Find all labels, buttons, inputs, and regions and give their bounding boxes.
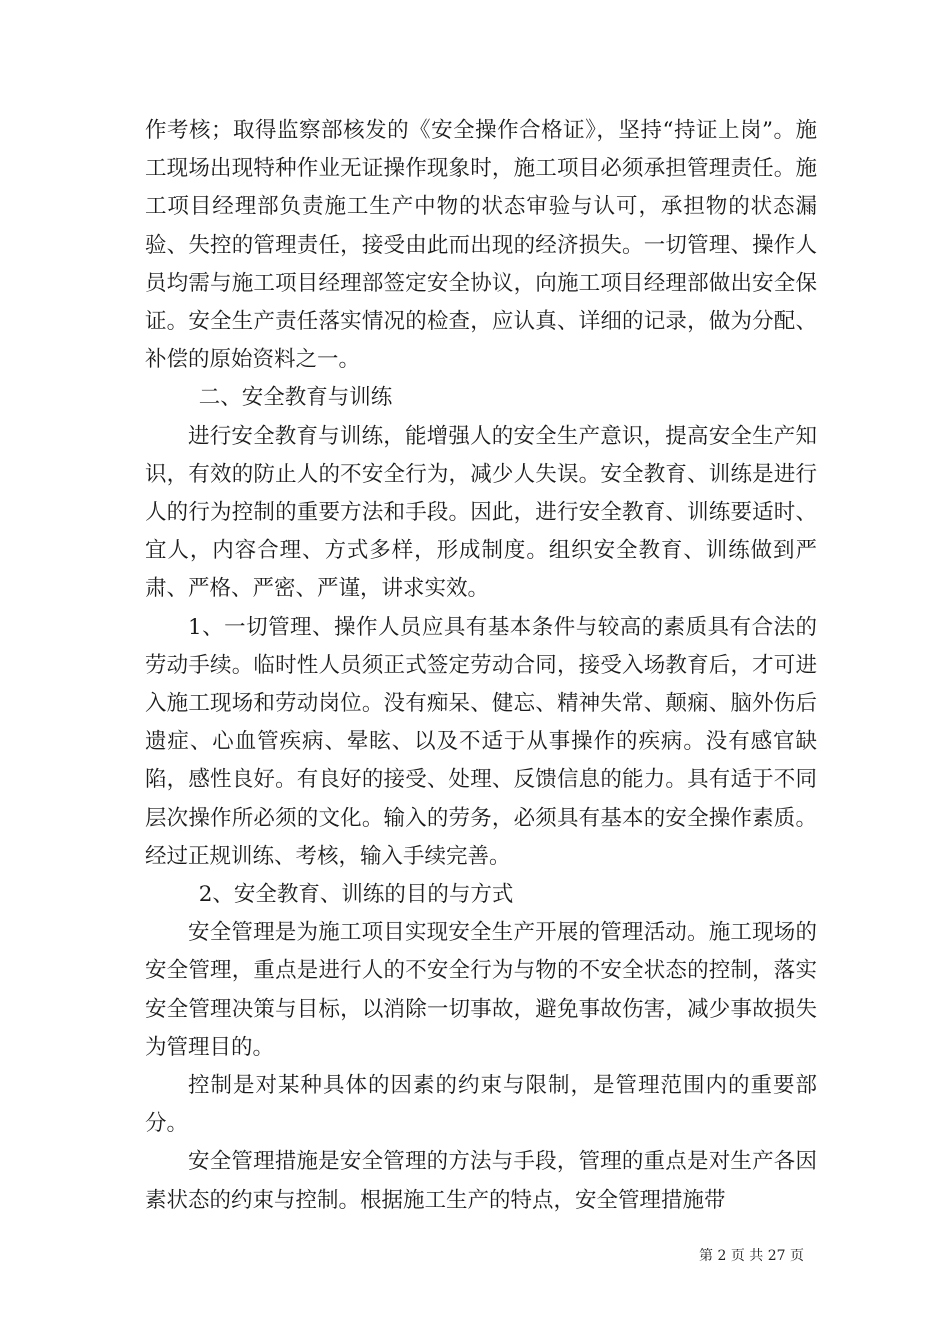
page-number-footer: 第 2 页 共 27 页 bbox=[699, 1248, 804, 1264]
section-heading-purpose-and-methods: 2、安全教育、训练的目的与方式 bbox=[198, 882, 514, 908]
paragraph-2: 进行安全教育与训练，能增强人的安全生产意识，提高安全生产知识，有效的防止人的不安全行为，减少人失误。安全教育、训练是进行人的行为控制的重要方法和手段。因此，进行安全教育、训练要适时、宜人，内容合理、方式多样，形成制度。组织安全教育、训练做到严肃、严格、严密、严谨，讲求实效。 bbox=[145, 423, 817, 602]
paragraph-4: 安全管理是为施工项目实现安全生产开展的管理活动。施工现场的安全管理，重点是进行人的不安全行为与物的不安全状态的控制，落实安全管理决策与目标，以消除一切事故，避免事故伤害，减少事故损失为管理目的。 bbox=[145, 920, 817, 1060]
document-body bbox=[145, 112, 817, 1220]
paragraph-1: 作考核；取得监察部核发的《安全操作合格证》，坚持“持证上岗”。施工现场出现特种作业无证操作现象时，施工项目必须承担管理责任。施工项目经理部负责施工生产中物的状态审验与认可，承担物的状态漏验、失控的管理责任，接受由此而出现的经济损失。一切管理、操作人员均需与施工项目经理部签定安全协议，向施工项目经理部做出安全保证。安全生产责任落实情况的检查，应认真、详细的记录，做为分配、补偿的原始资料之一。 bbox=[145, 118, 817, 373]
section-heading-safety-education: 二、安全教育与训练 bbox=[198, 385, 393, 411]
paragraph-6: 安全管理措施是安全管理的方法与手段，管理的重点是对生产各因素状态的约束与控制。根据施工生产的特点，安全管理措施带 bbox=[145, 1149, 817, 1213]
paragraph-5: 控制是对某种具体的因素的约束与限制，是管理范围内的重要部分。 bbox=[145, 1073, 817, 1137]
paragraph-3: 1、一切管理、操作人员应具有基本条件与较高的素质具有合法的劳动手续。临时性人员须正式签定劳动合同，接受入场教育后，才可进入施工现场和劳动岗位。没有痴呆、健忘、精神失常、颠痫、脑外伤后遗症、心血管疾病、晕眩、以及不适于从事操作的疾病。没有感官缺陷，感性良好。有良好的接受、处理、反馈信息的能力。具有适于不同层次操作所必须的文化。输入的劳务，必须具有基本的安全操作素质。经过正规训练、考核，输入手续完善。 bbox=[145, 614, 817, 869]
